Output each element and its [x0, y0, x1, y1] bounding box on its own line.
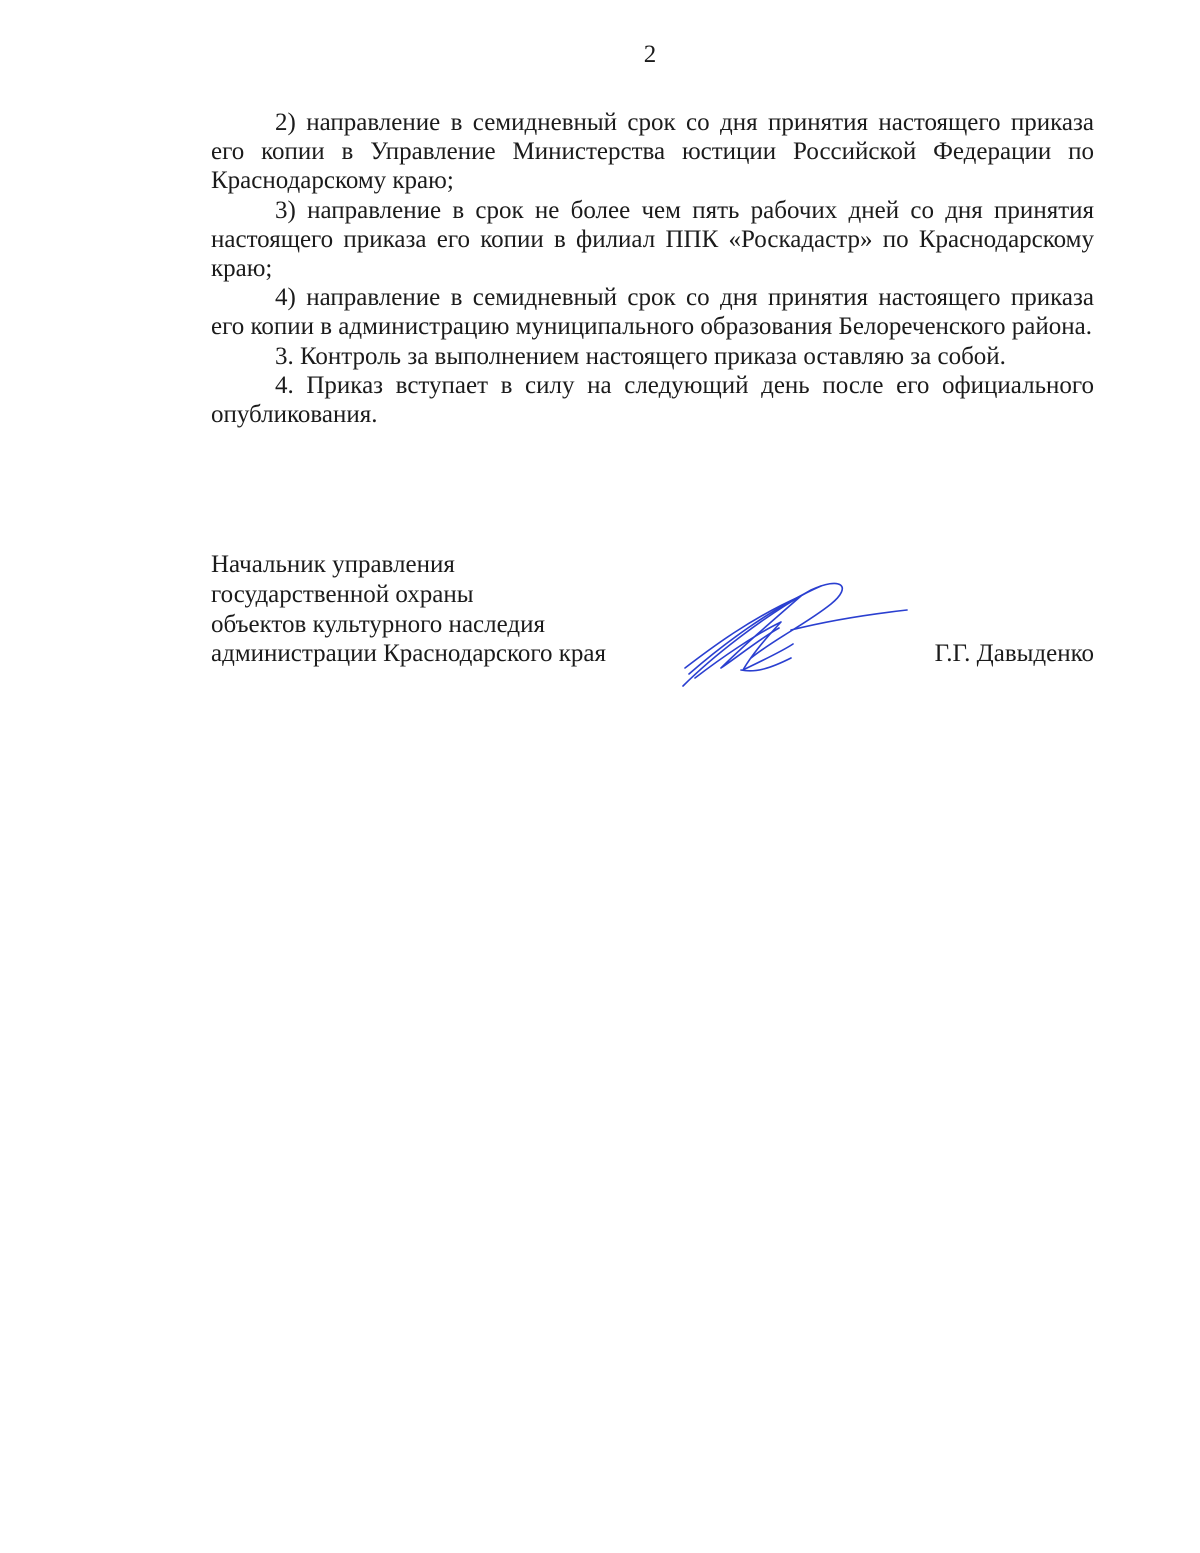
- handwritten-signature: [681, 578, 911, 693]
- signer-position-line: администрации Краснодарского края: [211, 640, 607, 668]
- paragraph-item-2: 2) направление в семидневный срок со дня принятия настоящего приказа его копии в Управление Министерства юстиции Российской Федерации по Краснодарскому краю;: [211, 109, 1094, 195]
- paragraph-clause-3: 3. Контроль за выполнением настоящего приказа оставляю за собой.: [275, 342, 1006, 370]
- signature-block: [211, 550, 1094, 710]
- paragraph-item-4: 4) направление в семидневный срок со дня принятия настоящего приказа его копии в администрацию муниципального образования Белореченского района.: [211, 284, 1094, 341]
- signer-position-line: Начальник управления: [211, 551, 455, 578]
- paragraph-item-3: 3) направление в срок не более чем пять рабочих дней со дня принятия настоящего приказа его копии в филиал ППК «Роскадастр» по Краснодарскому краю;: [211, 196, 1094, 283]
- paragraph-clause-4: 4. Приказ вступает в силу на следующий день после его официального опубликования.: [211, 371, 1094, 429]
- signer-name: Г.Г. Давыденко: [934, 640, 1094, 667]
- signer-position-line: объектов культурного наследия: [211, 610, 545, 638]
- document-body: [211, 108, 1094, 429]
- signer-position: [211, 550, 606, 669]
- signer-position-line: государственной охраны: [211, 580, 474, 608]
- page-number: 2: [643, 41, 657, 68]
